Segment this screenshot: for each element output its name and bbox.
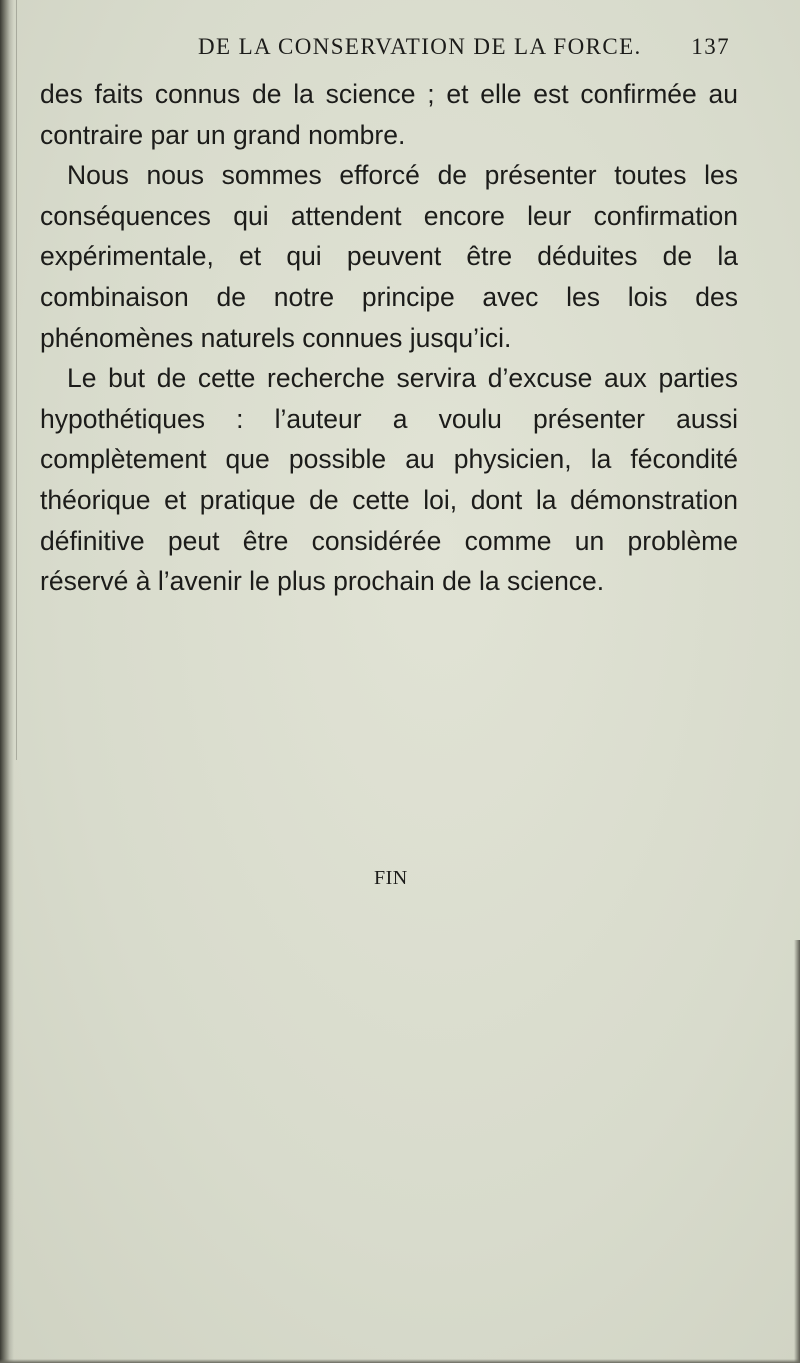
running-head-title: DE LA CONSERVATION DE LA FORCE. [198, 34, 642, 59]
body-text [40, 74, 738, 602]
paragraph: Nous nous sommes efforcé de présenter toutes les conséquences qui attendent encore leur confirmation expérimentale, et qui peuvent être déduites de la combinaison de notre principe avec les lois des phénomènes naturels connues jusqu’ici. [40, 160, 738, 353]
paragraph: Le but de cette recherche servira d’excuse aux parties hypothétiques : l’auteur a voulu présenter aussi complètement que possible au physicien, la fécondité théorique et pratique de cette loi, dont la démonstration définitive peut être considérée comme un problème réservé à l’avenir le plus prochain de la science. [40, 363, 738, 597]
page-number: 137 [691, 34, 730, 59]
end-mark: FIN [374, 867, 408, 889]
page-stack-edge [794, 940, 800, 1363]
page-bottom-edge [0, 1359, 800, 1363]
paragraph-continuation: des faits connus de la science ; et elle est confirmée au contraire par un grand nombre. [40, 79, 738, 150]
binding-gutter [0, 0, 14, 1363]
running-head [198, 34, 730, 64]
gutter-crease [16, 0, 17, 760]
